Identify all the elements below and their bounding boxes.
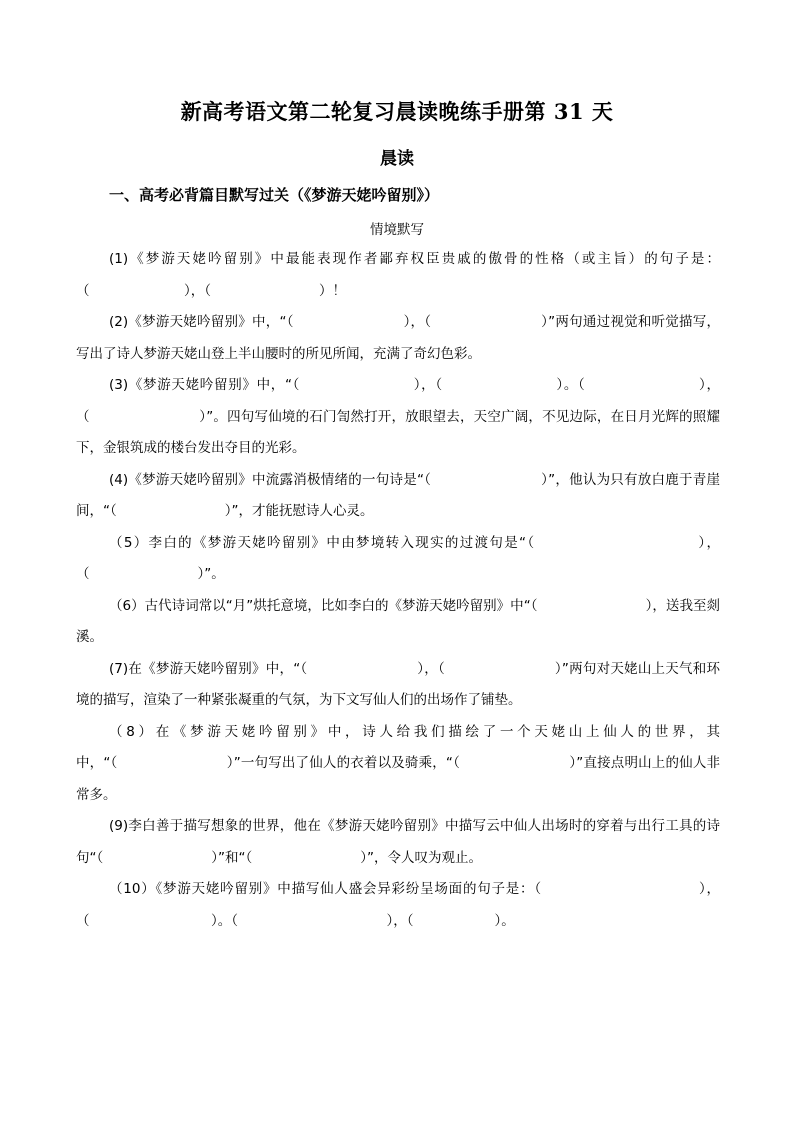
exercise-item-8: （8）在《梦游天姥吟留别》中，诗人给我们描绘了一个天姥山上仙人的世界，其中，“（ ）”一句写出了仙人的衣着以及骑乘，“（ ）”直接点明山上的仙人非常多。 bbox=[76, 723, 720, 803]
exercise-label: 情境默写 bbox=[370, 222, 424, 238]
exercise-item-6: （6）古代诗词常以“月”烘托意境，比如李白的《梦游天姥吟留别》中“（ ），送我至剡溪。 bbox=[76, 597, 720, 645]
exercise-item-3: (3)《梦游天姥吟留别》中，“（ ），（ ）。（ ），（ ）”。四句写仙境的石门訇然打开，放眼望去，天空广阔，不见边际，在日月光辉的照耀下，金银筑成的楼台发出夺目的光彩。 bbox=[76, 377, 720, 456]
exercise-list bbox=[76, 244, 720, 937]
document-title: 新高考语文第二轮复习晨读晚练手册第 31 天 bbox=[180, 99, 614, 124]
exercise-item-10: （10）《梦游天姥吟留别》中描写仙人盛会异彩纷呈场面的句子是：（ ），（ ）。（ ），（ ）。 bbox=[76, 881, 720, 929]
exercise-item-1: (1)《梦游天姥吟留别》中最能表现作者鄙弃权臣贵戚的傲骨的性格（或主旨）的句子是：（ ），（ ）！ bbox=[76, 251, 720, 299]
exercise-item-7: (7)在《梦游天姥吟留别》中，“（ ），（ ）”两句对天姥山上天气和环境的描写，渲染了一种紧张凝重的气氛，为下文写仙人们的出场作了铺垫。 bbox=[76, 660, 720, 708]
exercise-item-9: (9)李白善于描写想象的世界，他在《梦游天姥吟留别》中描写云中仙人出场时的穿着与出行工具的诗句“（ ）”和“（ ）”，令人叹为观止。 bbox=[76, 818, 720, 866]
document-subtitle: 晨读 bbox=[380, 149, 414, 169]
exercise-item-4: (4)《梦游天姥吟留别》中流露消极情绪的一句诗是“（ ）”，他认为只有放白鹿于青崖间，“（ ）”，才能抚慰诗人心灵。 bbox=[76, 471, 720, 519]
exercise-item-2: (2)《梦游天姥吟留别》中，“（ ），（ ）”两句通过视觉和听觉描写，写出了诗人梦游天姥山登上半山腰时的所见所闻，充满了奇幻色彩。 bbox=[76, 314, 720, 362]
exercise-item-5: （5）李白的《梦游天姥吟留别》中由梦境转入现实的过渡句是“（ ），（ ）”。 bbox=[76, 534, 720, 582]
section-heading: 一、高考必背篇目默写过关（《梦游天姥吟留别》） bbox=[109, 186, 440, 204]
